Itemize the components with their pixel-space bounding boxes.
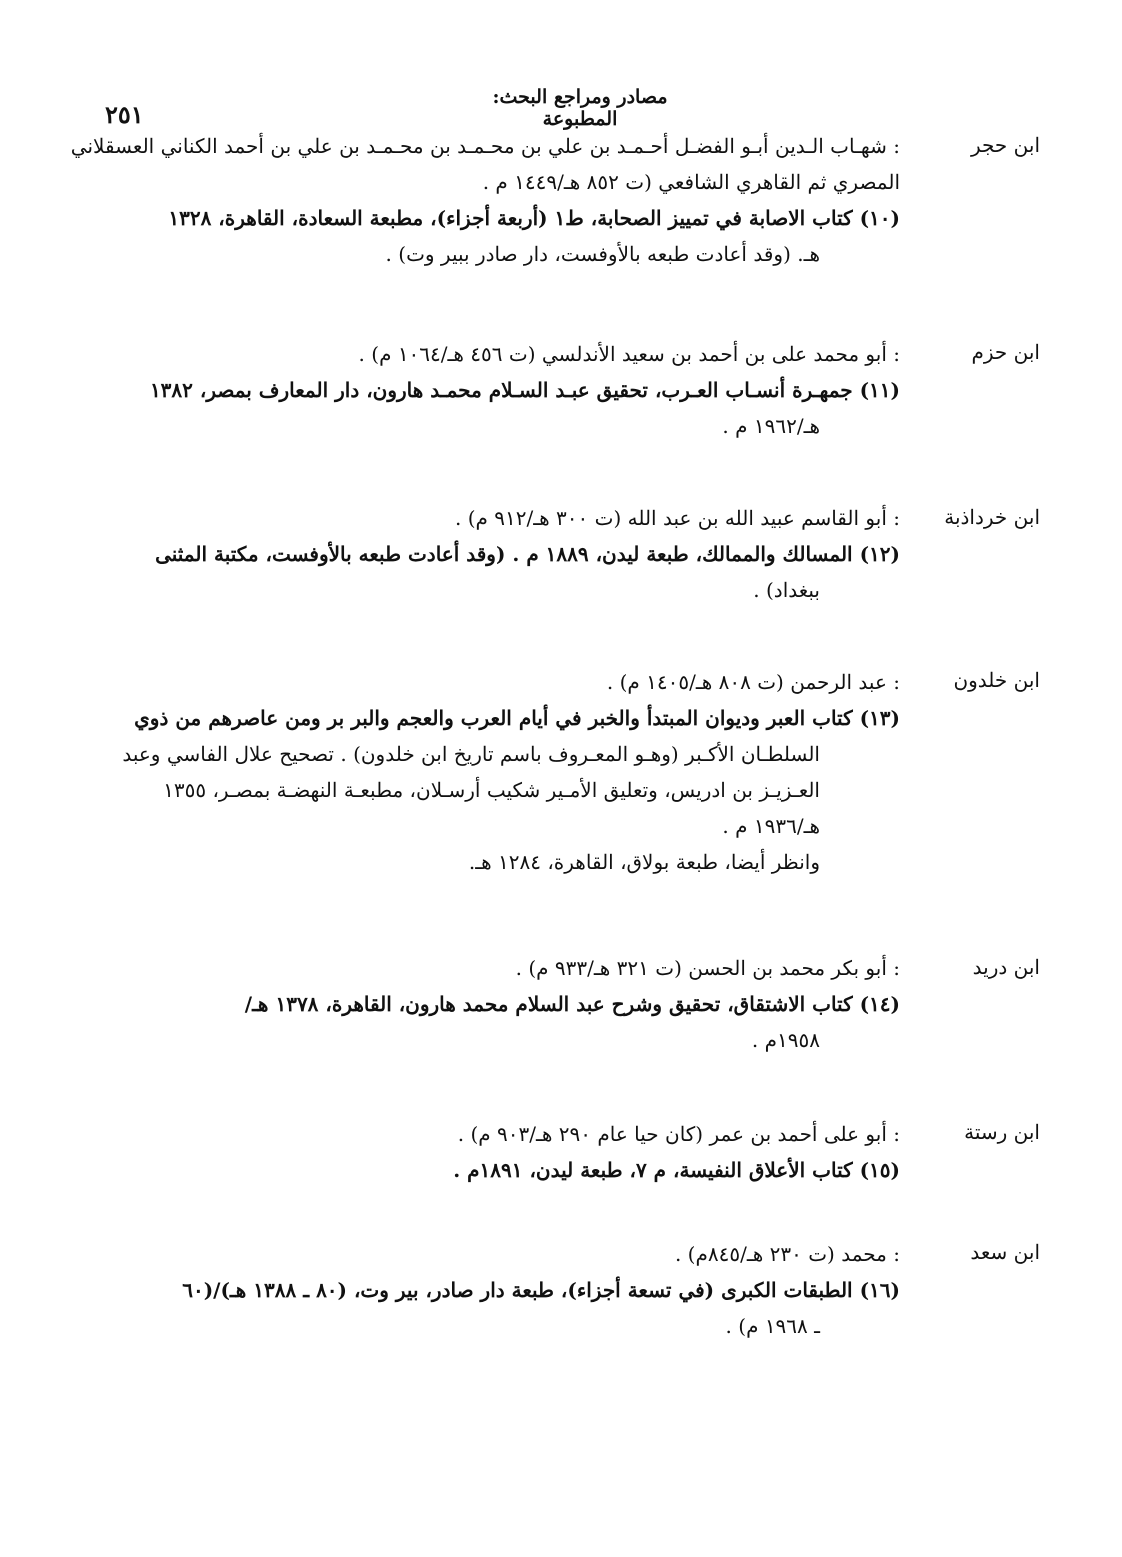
entry-bio-line: : أبو محمد على بن أحمد بن سعيد الأندلسي (ت ٤٥٦ هـ/١٠٦٤ م) . [140, 336, 900, 372]
entry-ref-line: هـ/١٩٦٢ م . [722, 414, 820, 438]
entry-name: ابن رستة [964, 1120, 1040, 1144]
entry-ref-line: (١٤) كتاب الاشتقاق، تحقيق وشرح عبد السلام محمد هارون، القاهرة، ١٣٧٨ هـ/ [244, 992, 900, 1016]
entry-ref-line: (١٦) الطبقات الكبرى (في تسعة أجزاء)، طبعة دار صادر، بير وت، (٨٠ ـ ١٣٨٨ هـ)/(٦٠ [182, 1278, 900, 1302]
entry-ref-line: (١٥) كتاب الأعلاق النفيسة، م ٧، طبعة ليدن، ١٨٩١م . [453, 1158, 900, 1182]
entry-ibn-rusta [140, 1116, 900, 1188]
entry-ibn-khurradadhbih [140, 500, 900, 608]
entry-ref-line: ببغداد) . [753, 578, 820, 602]
entry-ref-line: هـ/١٩٣٦ م . [722, 814, 820, 838]
entry-name: ابن سعد [970, 1240, 1040, 1264]
running-header: مصادر ومراجع البحث: المطبوعة [492, 86, 668, 130]
entry-ibn-hajar [70, 128, 900, 272]
entry-ref-line: (١٢) المسالك والممالك، طبعة ليدن، ١٨٨٩ م . (وقد أعادت طبعه بالأوفست، مكتبة المثنى [155, 542, 900, 566]
entry-ref-line: (١٣) كتاب العبر وديوان المبتدأ والخبر في أيام العرب والعجم والبر بر ومن عاصرهم من ذوي [134, 706, 900, 730]
entry-ref-line: العـزيـز بن ادريس، وتعليق الأمـير شكيب أرسـلان، مطبعـة النهضـة بمصـر، ١٣٥٥ [163, 778, 820, 802]
entry-ref-line: هـ. (وقد أعادت طبعه بالأوفست، دار صادر ببير وت) . [385, 242, 820, 266]
entry-bio-line: : محمد (ت ٢٣٠ هـ/٨٤٥م) . [140, 1236, 900, 1272]
entry-bio-line: : شهـاب الـدين أبـو الفضـل أحـمـد بن علي بن محـمـد بن محـمـد بن علي بن أحمد الكناني العسقلاني [140, 128, 900, 164]
entry-name: ابن دريد [972, 955, 1040, 979]
entry-bio-line: المصري ثم القاهري الشافعي (ت ٨٥٢ هـ/١٤٤٩ م . [482, 170, 900, 194]
entry-name: ابن حزم [971, 340, 1040, 364]
entry-ibn-hazm [140, 336, 900, 444]
page-number: ٢٥١ [105, 100, 144, 129]
entry-bio-line: : أبو على أحمد بن عمر (كان حيا عام ٢٩٠ هـ/٩٠٣ م) . [140, 1116, 900, 1152]
entry-bio-line: : أبو القاسم عبيد الله بن عبد الله (ت ٣٠٠ هـ/٩١٢ م) . [140, 500, 900, 536]
entry-name: ابن حجر [970, 133, 1040, 157]
entry-ref-line: ـ ١٩٦٨ م) . [725, 1314, 820, 1338]
entry-ref-line: (١٠) كتاب الاصابة في تمييز الصحابة، ط١ (أربعة أجزاء)، مطبعة السعادة، القاهرة، ١٣٢٨ [168, 206, 900, 230]
entry-ibn-durayd [140, 950, 900, 1058]
entry-name: ابن خرداذبة [944, 505, 1040, 529]
entry-bio-line: : عبد الرحمن (ت ٨٠٨ هـ/١٤٠٥ م) . [140, 664, 900, 700]
entry-ref-line: السلطـان الأكـبر (وهـو المعـروف باسم تاريخ ابن خلدون) . تصحيح علال الفاسي وعبد [122, 742, 820, 766]
entry-ref-line: (١١) جمهـرة أنسـاب العـرب، تحقيق عبـد السـلام محمـد هارون، دار المعارف بمصر، ١٣٨٢ [149, 378, 900, 402]
entry-name: ابن خلدون [953, 668, 1040, 692]
entry-ref-line: وانظر أيضا، طبعة بولاق، القاهرة، ١٢٨٤ هـ. [468, 850, 820, 874]
entry-ref-line: ١٩٥٨م . [751, 1028, 820, 1052]
entry-bio-line: : أبو بكر محمد بن الحسن (ت ٣٢١ هـ/٩٣٣ م) . [140, 950, 900, 986]
entry-ibn-saad [140, 1236, 900, 1344]
entry-ibn-khaldun [122, 664, 900, 880]
